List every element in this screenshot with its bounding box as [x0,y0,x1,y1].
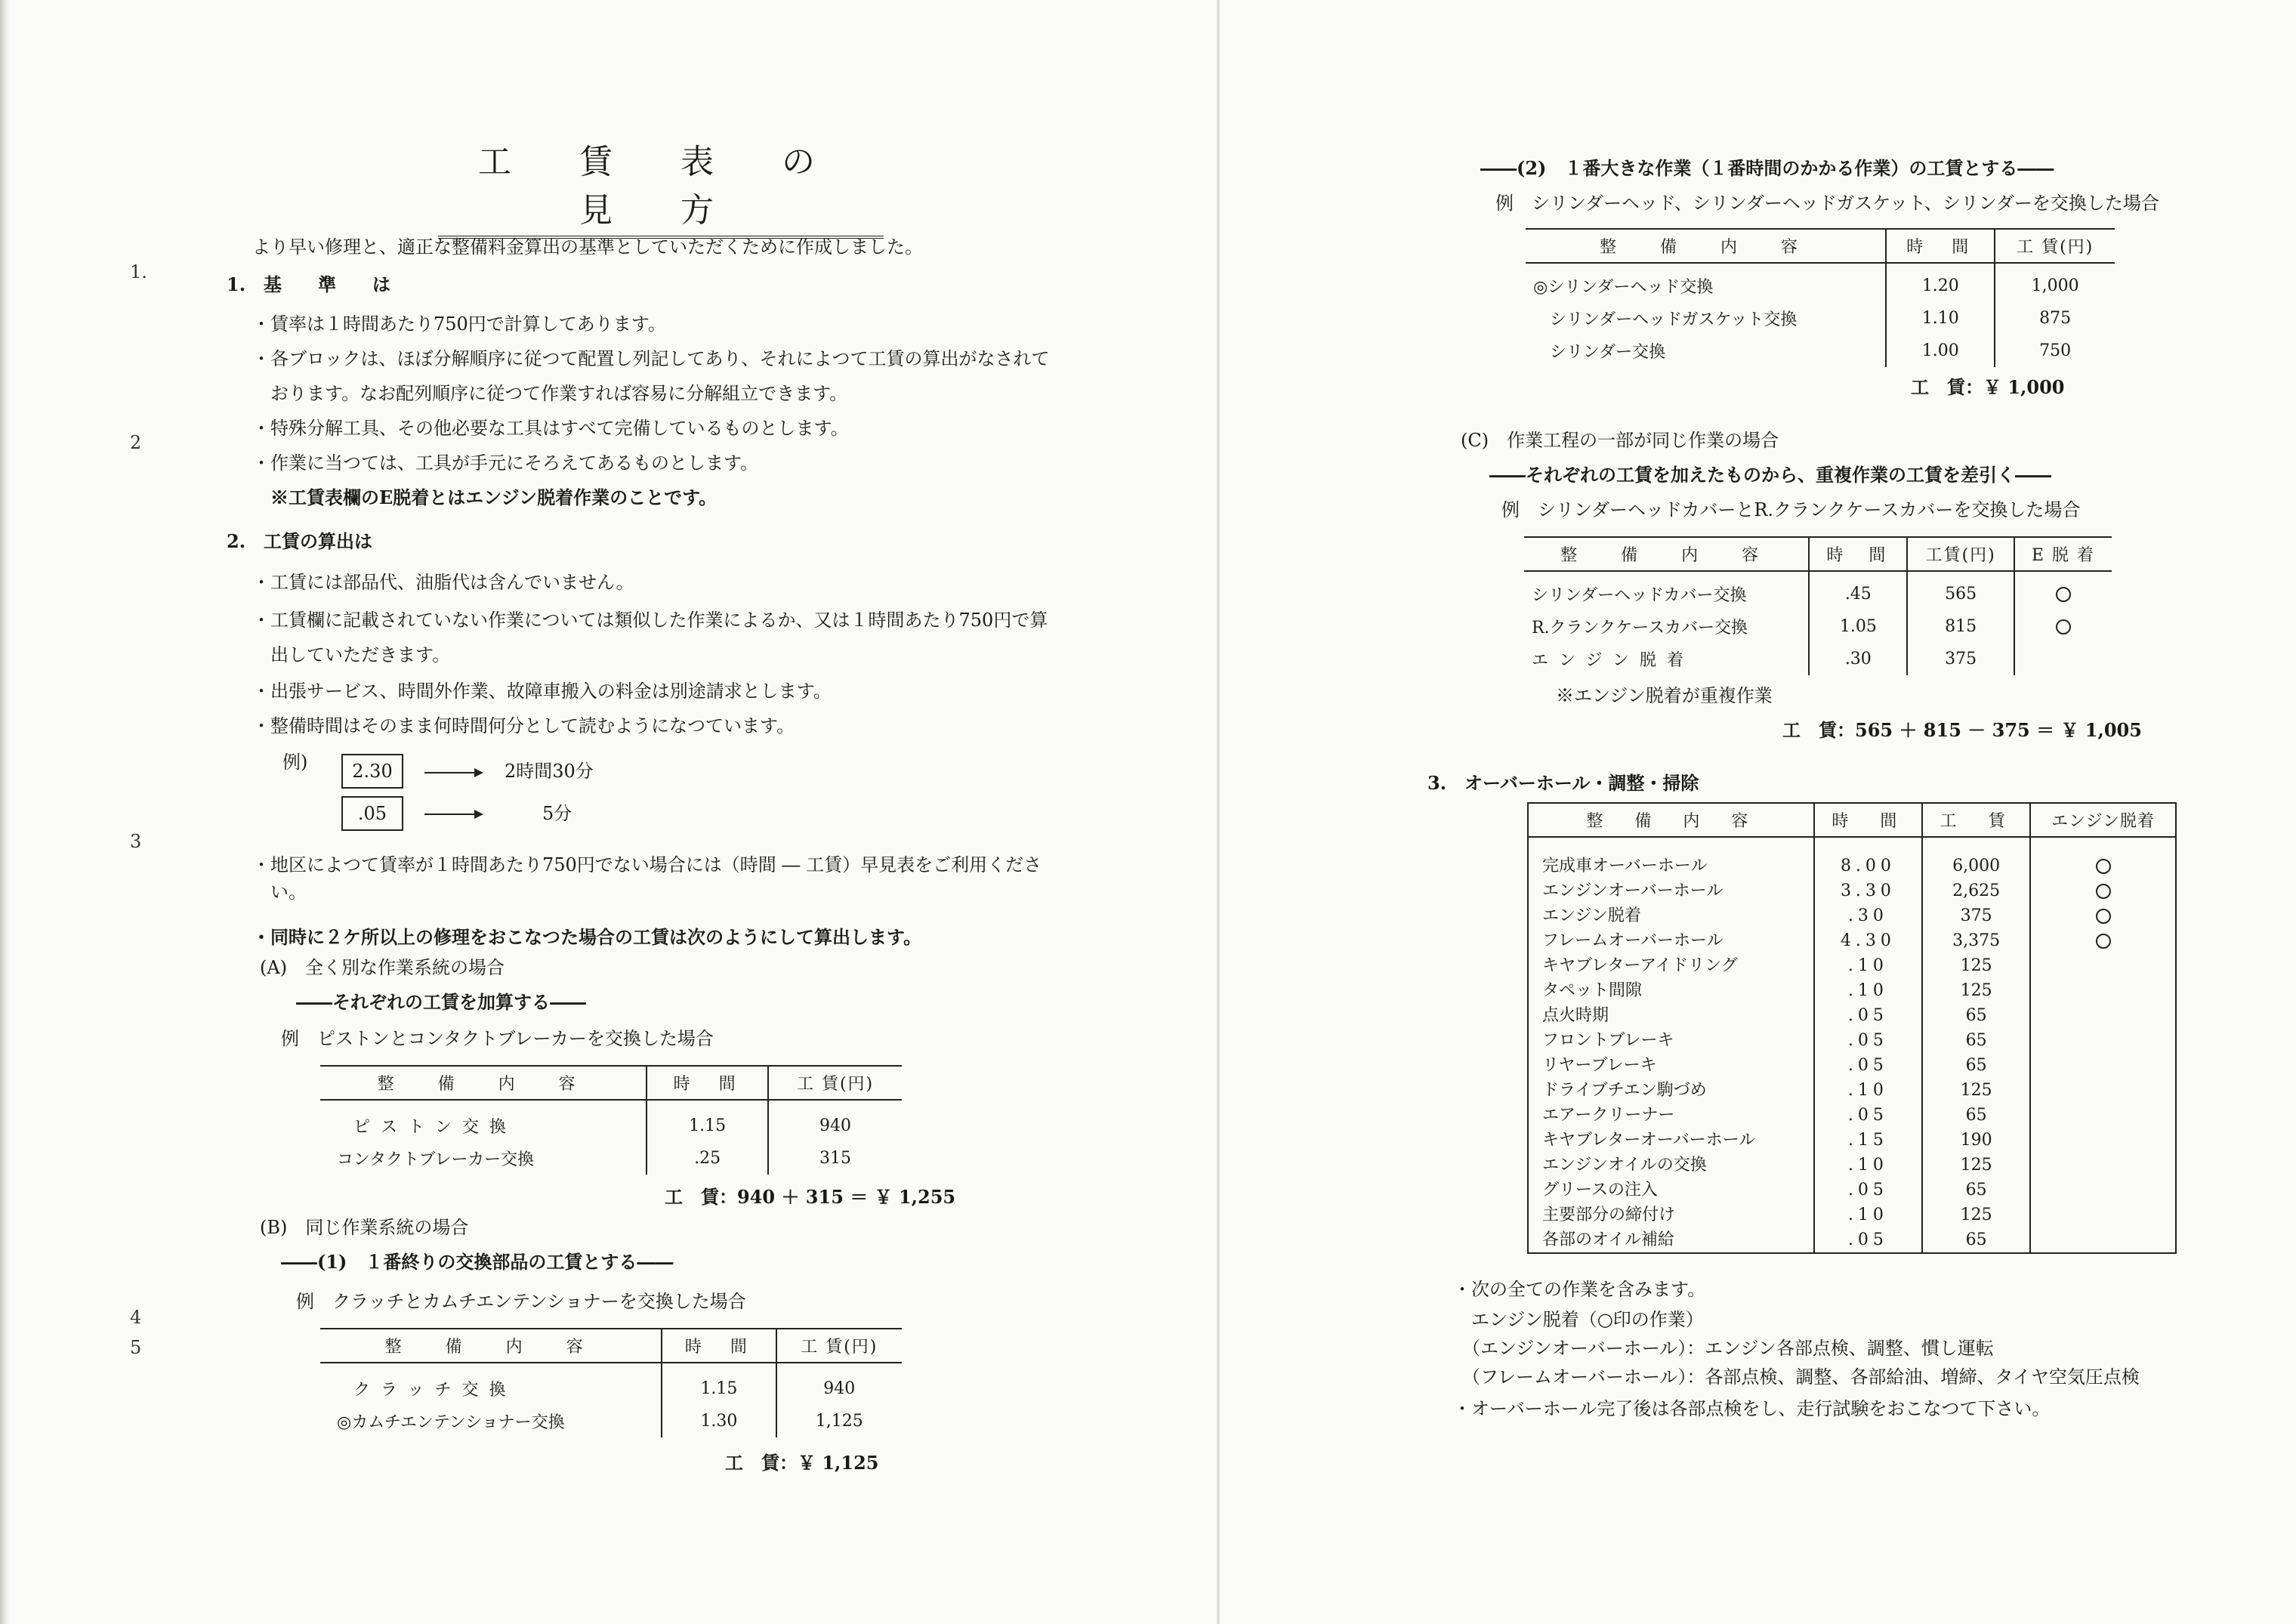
table-row [1524,643,2112,675]
engine-removal-cell [2030,1078,2176,1103]
engine-removal-cell [2030,837,2176,878]
table-row [320,1142,902,1175]
list-item: ・賃率は１時間あたり750円で計算してあります。 [252,313,666,335]
table-cell: 8.00 [1814,837,1922,878]
table-cell: キヤブレターオーバーホール [1542,1131,1756,1150]
table-cell: エンジンオイルの交換 [1542,1156,1707,1175]
rule-text: ――それぞれの工賃を加算する―― [296,991,586,1013]
table-header: 時 間 [662,1329,776,1363]
work-table-c [1524,536,2112,675]
table-header: 整 備 内 容 [1526,229,1886,263]
table-cell: シリンダー交換 [1550,343,1666,362]
table-cell: 1.10 [1886,302,1995,335]
time-example-box: 2.30 [341,754,403,789]
rule-text: ――(1) １番終りの交換部品の工賃とする―― [281,1251,674,1273]
table-row [1526,335,2115,367]
table-cell: .10 [1814,978,1922,1003]
table-cell: 1.00 [1886,335,1995,367]
table-cell: .25 [647,1142,768,1175]
right-page [1224,0,2296,1624]
table-cell: 点火時期 [1542,1006,1609,1025]
table-cell: .30 [1809,643,1907,675]
table-cell: 190 [1922,1128,2030,1153]
circle-mark-icon [2096,909,2111,924]
table-header: 整 備 内 容 [320,1329,662,1363]
table-header: 工 賃(円) [768,1066,902,1100]
table-cell: 940 [768,1100,902,1142]
table-cell: 3,375 [1922,928,2030,953]
table-cell: 375 [1922,903,2030,928]
circle-mark-icon [2096,934,2111,949]
time-example-box: .05 [341,796,403,831]
subsection-heading: (A) 全く別な作業系統の場合 [260,957,505,978]
margin-number: 3 [130,831,142,852]
list-item: ・特殊分解工具、その他必要な工具はすべて完備しているものとします。 [252,418,849,439]
table-cell: 565 [1907,571,2014,610]
engine-removal-cell [2030,1003,2176,1028]
table-cell: .05 [1814,1053,1922,1078]
table-cell: エンジン脱着 [1542,906,1641,925]
engine-removal-cell [2030,978,2176,1003]
table-row [1528,837,2176,878]
table-cell: .05 [1814,1003,1922,1028]
page-title: 工 賃 表 の 見 方 [438,134,884,239]
table-cell: 125 [1922,1203,2030,1227]
table-cell: キヤブレターアイドリング [1542,956,1738,975]
table-cell: タペット間隙 [1542,981,1643,1000]
table-cell: R.クランクケースカバー交換 [1532,619,1748,638]
table-cell: 65 [1922,1103,2030,1128]
table-row [1528,878,2176,903]
table-cell: ◎シリンダーヘッド交換 [1533,278,1714,297]
table-cell: リヤーブレーキ [1542,1056,1657,1075]
table-row [1526,263,2115,302]
table-cell: コンタクトブレーカー交換 [337,1150,535,1169]
time-example-result: 5分 [542,803,572,824]
total-text: 工 賃：565 ＋ 815 － 375 ＝ ￥ 1,005 [1782,719,2142,741]
list-item: ・同時に２ケ所以上の修理をおこなつた場合の工賃は次のようにして算出します。 [252,926,922,948]
table-header: 整 備 内 容 [1528,803,1814,837]
table-cell: ドライブチエン駒づめ [1542,1081,1707,1100]
table-cell: .05 [1814,1028,1922,1053]
table-row [1528,1053,2176,1078]
table-header: 時 間 [1886,229,1995,263]
table-cell: シリンダーヘッドカバー交換 [1532,586,1747,605]
section-heading: 3. オーバーホール・調整・掃除 [1427,772,1699,794]
circle-mark-icon [2096,884,2111,899]
note-text: ※工賃表欄のE脱着とはエンジン脱着作業のことです。 [252,486,718,508]
table-cell: フロントブレーキ [1542,1031,1674,1050]
engine-removal-cell [2030,1103,2176,1128]
subsection-heading: (C) 作業工程の一部が同じ作業の場合 [1461,430,1779,451]
engine-removal-cell [2030,1128,2176,1153]
table-row [1528,928,2176,953]
rule-text: ――(2) １番大きな作業（１番時間のかかる作業）の工賃とする―― [1480,157,2054,179]
table-header: 整 備 内 容 [320,1066,647,1100]
table-cell: ◎カムチエンテンショナー交換 [337,1413,565,1432]
table-header: エンジン脱着 [2030,803,2176,837]
table-row [1528,953,2176,978]
engine-removal-cell [2030,878,2176,903]
total-text: 工 賃：940 ＋ 315 ＝ ￥ 1,255 [665,1186,956,1208]
table-header: 整 備 内 容 [1524,537,1809,571]
table-row [1528,1227,2176,1253]
table-row [1524,571,2112,610]
engine-removal-cell [2014,643,2112,675]
table-cell: 125 [1922,1153,2030,1178]
table-cell: シリンダーヘッドガスケット交換 [1550,310,1798,329]
note-text: ・オーバーホール完了後は各部点検をし、走行試験をおこなつて下さい。 [1453,1398,2051,1419]
list-item: おります。なお配列順序に従つて作業すれば容易に分解組立できます。 [252,383,848,404]
table-cell: 1,125 [776,1405,902,1437]
list-item: ・工賃欄に記載されていない作業については類似した作業によるか、又は１時間あたり750円で算 [252,610,1048,631]
list-item: ・各ブロックは、ほぼ分解順序に従つて配置し列記してあり、それによつて工賃の算出がなされて [252,348,1050,369]
table-cell: 125 [1922,1078,2030,1103]
table-cell: 2,625 [1922,878,2030,903]
table-row [1528,1103,2176,1128]
note-text: ・次の全ての作業を含みます。 [1453,1279,1706,1300]
table-row [1524,610,2112,643]
table-row [1528,1128,2176,1153]
table-cell: 750 [1995,335,2115,367]
table-cell: 1.20 [1886,263,1995,302]
work-table-b2 [1526,228,2115,367]
engine-removal-cell [2030,1227,2176,1253]
table-cell: .10 [1814,953,1922,978]
table-row [320,1405,902,1437]
table-header: E 脱 着 [2014,537,2112,571]
margin-number: 4 [130,1307,142,1328]
table-cell: フレームオーバーホール [1542,931,1724,950]
engine-removal-cell [2030,1153,2176,1178]
section-heading: 2. 工賃の算出は [227,530,373,552]
table-cell: .15 [1814,1128,1922,1153]
list-item: ・地区によつて賃率が１時間あたり750円でない場合には（時間 ― 工賃）早見表をご利用くださ [252,854,1042,875]
table-row [1528,903,2176,928]
table-cell: グリースの注入 [1542,1181,1658,1199]
table-cell: 完成車オーバーホール [1542,857,1708,875]
table-cell: .10 [1814,1153,1922,1178]
example-text: 例 クラッチとカムチエンテンショナーを交換した場合 [296,1291,746,1312]
total-text: 工 賃：￥ 1,000 [1911,376,2065,398]
table-cell: ピストン交換 [353,1118,517,1137]
circle-mark-icon [2056,619,2071,634]
list-item: い。 [252,881,307,903]
table-cell: 各部のオイル補給 [1542,1230,1674,1249]
table-cell: 4.30 [1814,928,1922,953]
table-cell: クラッチ交換 [353,1381,517,1400]
note-text: ※エンジン脱着が重複作業 [1556,685,1773,706]
table-row [320,1100,902,1142]
circle-mark-icon [2096,859,2111,874]
table-cell: 65 [1922,1003,2030,1028]
table-row [1528,1003,2176,1028]
list-item: ・作業に当つては、工具が手元にそろえてあるものとします。 [252,452,759,474]
table-cell: 65 [1922,1178,2030,1203]
table-cell: 1.15 [647,1100,768,1142]
margin-number: 2 [130,432,142,453]
table-header: 工 賃(円) [776,1329,902,1363]
table-cell: 375 [1907,643,2014,675]
table-row [1528,978,2176,1003]
margin-number: 5 [130,1337,142,1358]
table-cell: 65 [1922,1028,2030,1053]
example-label: 例) [282,752,308,773]
table-cell: エアークリーナー [1542,1106,1675,1125]
table-cell: 125 [1922,978,2030,1003]
table-cell: 6,000 [1922,837,2030,878]
table-cell: 主要部分の締付け [1542,1206,1676,1224]
total-text: 工 賃：￥ 1,125 [725,1452,879,1474]
engine-removal-cell [2030,928,2176,953]
engine-removal-cell [2014,571,2112,610]
work-table-b [320,1328,902,1437]
table-cell: 1.15 [662,1363,776,1405]
list-item: ・整備時間はそのまま何時間何分として読むようになつています。 [252,715,795,736]
list-item: 出していただきます。 [252,644,451,665]
table-cell: 315 [768,1142,902,1175]
table-header: 工賃(円) [1907,537,2014,571]
intro-text: より早い修理と、適正な整備料金算出の基準としていただくために作成しました。 [252,236,923,258]
table-cell: 875 [1995,302,2115,335]
work-table-a [320,1065,902,1175]
engine-removal-cell [2030,1178,2176,1203]
example-text: 例 ピストンとコンタクトブレーカーを交換した場合 [281,1028,714,1049]
table-header: 時 間 [647,1066,768,1100]
table-row [1526,302,2115,335]
note-text: エンジン脱着（○印の作業） [1453,1309,1704,1330]
arrow-icon [424,814,482,815]
table-cell: 3.30 [1814,878,1922,903]
list-item: ・工賃には部品代、油脂代は含んでいません。 [252,572,634,593]
engine-removal-cell [2014,610,2112,643]
table-cell: 815 [1907,610,2014,643]
table-cell: .45 [1809,571,1907,610]
table-cell: .05 [1814,1103,1922,1128]
subsection-heading: (B) 同じ作業系統の場合 [260,1217,469,1238]
table-row [1528,1028,2176,1053]
note-text: （フレームオーバーホール）：各部点検、調整、各部給油、増締、タイヤ空気圧点検 [1453,1366,2140,1388]
engine-removal-cell [2030,953,2176,978]
margin-number: 1. [130,261,147,283]
table-cell: 125 [1922,953,2030,978]
engine-removal-cell [2030,903,2176,928]
engine-removal-cell [2030,1053,2176,1078]
table-cell: 65 [1922,1227,2030,1253]
table-row [1528,1153,2176,1178]
table-row [1528,1178,2176,1203]
table-cell: .10 [1814,1203,1922,1227]
table-cell: .05 [1814,1178,1922,1203]
example-text: 例 シリンダーヘッド、シリンダーヘッドガスケット、シリンダーを交換した場合 [1495,193,2159,214]
table-row [1528,1203,2176,1227]
table-header: 時 間 [1809,537,1907,571]
table-cell: .10 [1814,1078,1922,1103]
overhaul-table-body [1528,837,2176,1253]
circle-mark-icon [2056,587,2071,602]
time-example-result: 2時間30分 [505,761,594,782]
table-header: 工 賃 [1922,803,2030,837]
note-text: （エンジンオーバーホール）：エンジン各部点検、調整、慣し運転 [1453,1338,1994,1359]
table-header: 工 賃(円) [1995,229,2115,263]
table-cell: 1,000 [1995,263,2115,302]
rule-text: ――それぞれの工賃を加えたものから、重複作業の工賃を差引く―― [1489,464,2051,486]
engine-removal-cell [2030,1028,2176,1053]
table-cell: 65 [1922,1053,2030,1078]
list-item: ・出張サービス、時間外作業、故障車搬入の料金は別途請求とします。 [252,681,832,702]
table-cell: 1.30 [662,1405,776,1437]
table-cell: .05 [1814,1227,1922,1253]
overhaul-table [1527,802,2177,1254]
engine-removal-cell [2030,1203,2176,1227]
table-cell: 940 [776,1363,902,1405]
table-cell: エンジンオーバーホール [1542,881,1724,900]
table-row [320,1363,902,1405]
example-text: 例 シリンダーヘッドカバーとR.クランクケースカバーを交換した場合 [1501,499,2081,520]
table-cell: .30 [1814,903,1922,928]
table-cell: 1.05 [1809,610,1907,643]
arrow-icon [424,772,482,773]
table-header: 時 間 [1814,803,1922,837]
section-heading: 1. 基 準 は [227,273,391,295]
table-row [1528,1078,2176,1103]
table-cell: エンジン脱着 [1532,651,1694,670]
